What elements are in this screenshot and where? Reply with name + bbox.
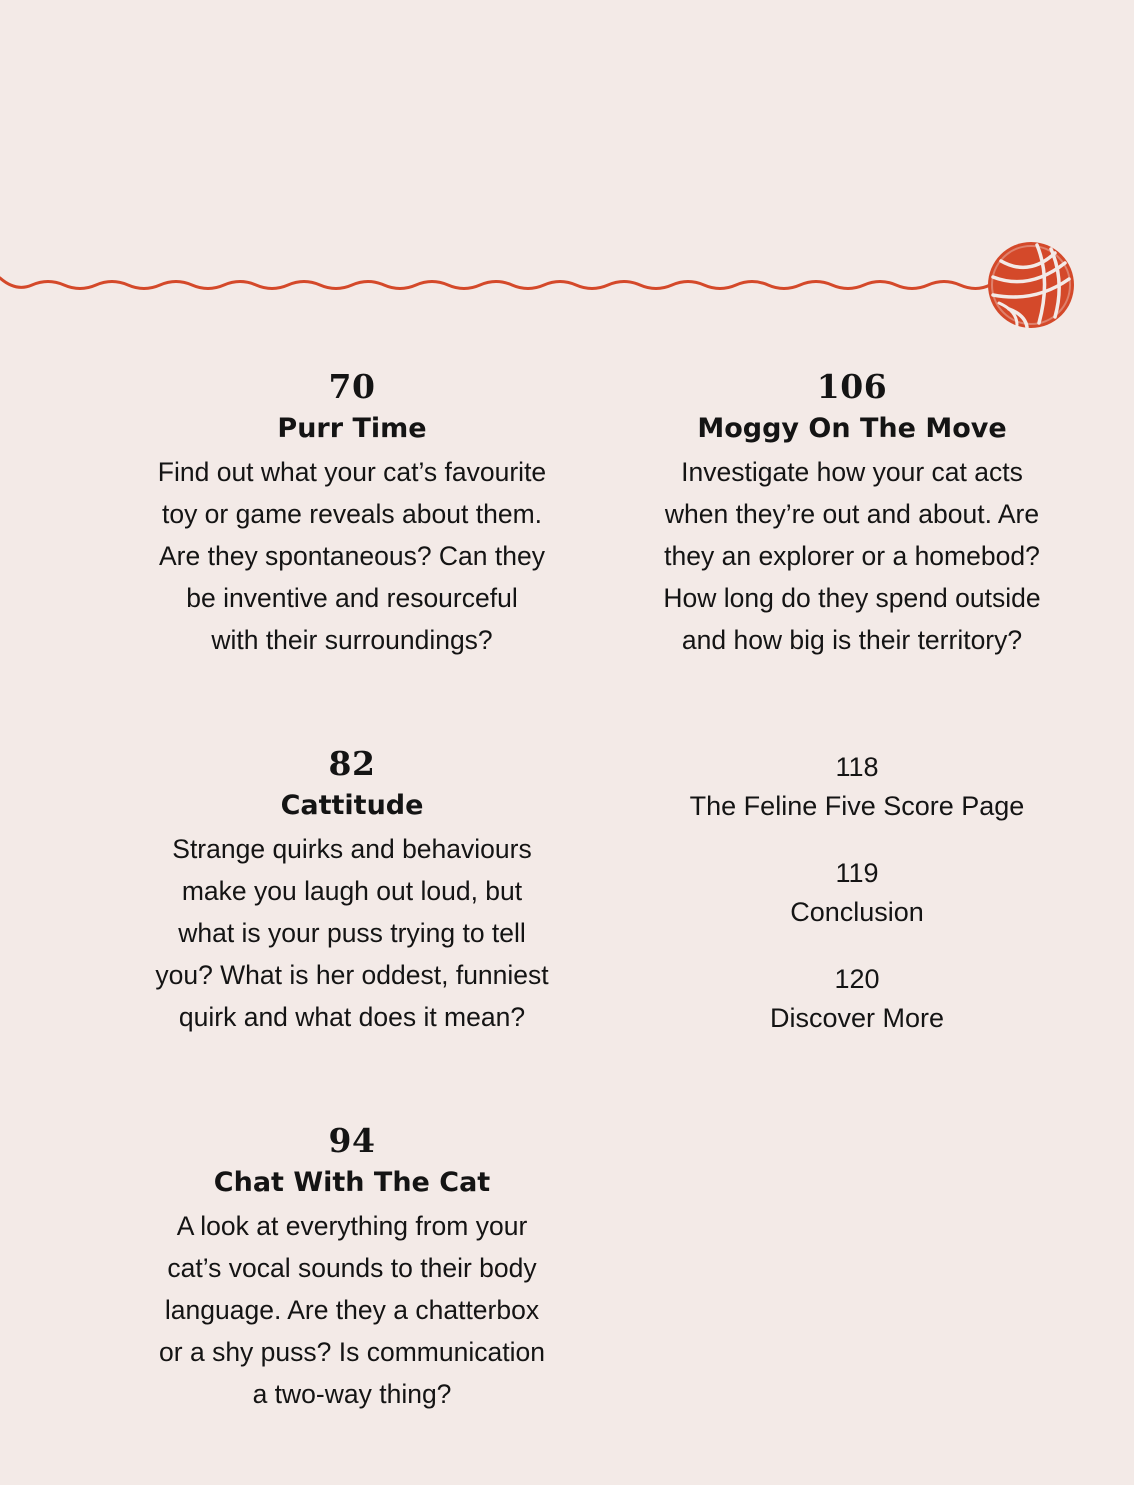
chapter-title: Conclusion: [790, 897, 924, 927]
chapter-description: [122, 828, 582, 1038]
chapter-description: [122, 451, 582, 661]
toc-entry-feline-five-score-page[interactable]: [622, 748, 1092, 826]
description-line: you? What is her oddest, funniest: [155, 960, 549, 990]
description-line: Find out what your cat’s favourite: [157, 457, 547, 487]
toc-entry-cattitude[interactable]: [122, 744, 582, 1038]
chapter-description: [122, 1205, 582, 1415]
chapter-description: [622, 451, 1082, 661]
chapter-title: Discover More: [769, 1003, 945, 1033]
description-line: How long do they spend outside: [663, 583, 1041, 613]
description-line: quirk and what does it mean?: [178, 1002, 526, 1032]
description-line: toy or game reveals about them.: [161, 499, 543, 529]
description-line: make you laugh out loud, but: [181, 876, 523, 906]
yarn-ball: [988, 242, 1074, 328]
description-line: cat’s vocal sounds to their body: [167, 1253, 537, 1283]
description-line: with their surroundings?: [211, 625, 493, 655]
page-number: 119: [835, 858, 879, 888]
toc-entry-discover-more[interactable]: [622, 960, 1092, 1038]
description-line: a two-way thing?: [252, 1379, 452, 1409]
description-line: they an explorer or a homebod?: [664, 541, 1040, 571]
chapter-title: Moggy On The Move: [697, 413, 1007, 444]
page-number: 120: [834, 964, 880, 994]
chapter-title: Chat With The Cat: [213, 1167, 491, 1198]
toc-entry-moggy-on-the-move[interactable]: [622, 367, 1082, 661]
description-line: A look at everything from your: [176, 1211, 528, 1241]
yarn-ball-icon: [0, 230, 1134, 340]
chapter-title: Purr Time: [277, 413, 427, 444]
toc-entry-purr-time[interactable]: [122, 367, 582, 661]
description-line: or a shy puss? Is communication: [159, 1337, 545, 1367]
description-line: what is your puss trying to tell: [178, 918, 526, 948]
page-number: 106: [816, 367, 888, 406]
description-line: Strange quirks and behaviours: [172, 834, 532, 864]
chapter-title: The Feline Five Score Page: [689, 791, 1025, 821]
page-number: 82: [328, 744, 376, 783]
description-line: Investigate how your cat acts: [681, 457, 1023, 487]
description-line: and how big is their territory?: [681, 625, 1023, 655]
description-line: language. Are they a chatterbox: [164, 1295, 540, 1325]
description-line: Are they spontaneous? Can they: [159, 541, 545, 571]
page-number: 118: [835, 752, 879, 782]
chapter-title: Cattitude: [280, 790, 424, 821]
page-number: 70: [328, 367, 376, 406]
description-line: when they’re out and about. Are: [664, 499, 1040, 529]
toc-entry-conclusion[interactable]: [622, 854, 1092, 932]
toc-entry-chat-with-the-cat[interactable]: [122, 1121, 582, 1415]
page-number: 94: [328, 1121, 376, 1160]
description-line: be inventive and resourceful: [186, 583, 518, 613]
